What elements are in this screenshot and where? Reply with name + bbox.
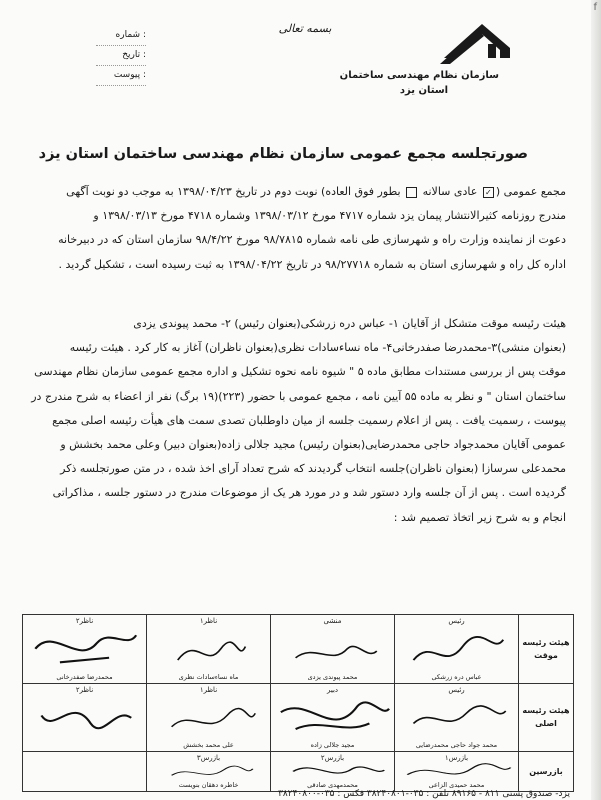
- role-label: رئیس: [448, 685, 465, 694]
- signer-name: محمدمهدی صادقی: [307, 781, 358, 789]
- checkbox-checked-icon: ✓: [483, 187, 494, 198]
- role-label: بازرس۳: [196, 754, 221, 763]
- paragraph-line: ساختمان استان " و نظر به ماده ۵۵ آیین نامه ، مجمع عمومی با حضور (۲۲۳)(۱۹ برگ) نفر از اعضاء به شرح مندرج در: [31, 389, 566, 403]
- row-header: هیئت رئیسه اصلی: [519, 683, 574, 752]
- bismillah-heading: بسمه تعالی: [278, 22, 332, 35]
- signature-cell: [271, 752, 395, 792]
- role-label: ناظر۲: [75, 617, 94, 625]
- org-name: [339, 68, 499, 98]
- role-label: بازرس۱: [444, 754, 469, 763]
- signature-row: [23, 752, 574, 792]
- paragraph-line: مندرج روزنامه کثیرالانتشار پیمان یزد شماره ۴۷۱۷ مورخ ۱۳۹۸/۰۳/۱۲ وشماره ۴۷۱۸ مورخ ۱۳۹۸/۰۳/۱۳ و: [93, 209, 566, 223]
- paragraph-line: (بعنوان منشی)۳-محمدرضا صفدرخانی۴- ماه نساءسادات نظری(بعنوان ناظران) آغاز به کار کرد . هیئت رئیسه: [69, 341, 566, 355]
- signature-cell: [23, 683, 147, 752]
- signature-cell: [147, 615, 271, 684]
- letter-meta: [96, 26, 146, 86]
- paragraph-board: [30, 312, 566, 530]
- paragraph-line: دعوت از نماینده وزارت راه و شهرسازی طی نامه شماره ۹۸/۷۸۱۵ مورخ ۹۸/۴/۲۲ سازمان استان که در دبیرخانه: [58, 233, 566, 247]
- signer-name: خاطره دهقان بنویست: [178, 781, 239, 789]
- footer-contact: یزد- صندوق پستی ۸۱۱ - ۸۹۱۶۵ تلفن : ۰۳۵-۳۸۲۴۰۸۰۱ فکس : ۰۳۵-۳۸۲۴۰۸۰۰: [278, 789, 570, 799]
- signature-row: [23, 615, 574, 684]
- meeting-type-label: مجمع عمومی: [503, 185, 566, 198]
- org-name-line2: استان یزد: [399, 85, 449, 96]
- paragraph-line: هیئت رئیسه موقت متشکل از آقایان ۱- عباس دره زرشکی(بعنوان رئیس) ۲- محمد پیوندی یزدی: [133, 317, 566, 330]
- row-header: هیئت رئیسه موقت: [519, 615, 574, 684]
- meeting-date-text: بطور فوق العاده) نوبت دوم در تاریخ ۱۳۹۸/۰۴/۲۳ به موجب دو نوبت آگهی: [66, 185, 401, 198]
- role-label: ناظر۱: [199, 617, 218, 625]
- page-edge: [591, 0, 601, 800]
- signature-cell: [271, 615, 395, 684]
- signature-cell: [395, 752, 519, 792]
- org-name-line1: سازمان نظام مهندسی ساختمان: [339, 70, 499, 81]
- paragraph-line: انجام و به شرح زیر اتخاذ تصمیم شد :: [393, 510, 566, 524]
- paragraph-line: موقت پس از بررسی مستندات مطابق ماده ۵ " شیوه نامه نحوه تشکیل و اداره مجمع عمومی سازمان نظام مهندسی: [34, 365, 566, 379]
- signer-name: علی محمد بخشش: [183, 741, 234, 750]
- role-label: منشی: [323, 617, 342, 625]
- signer-name: مجید جلالی زاده: [310, 741, 355, 750]
- row-header: بازرسین: [519, 752, 574, 792]
- signature-row: [23, 683, 574, 752]
- signature-scribble-icon: [23, 684, 146, 752]
- ordinary-annual-label: عادی سالانه: [422, 185, 478, 198]
- attachment-label: : پیوست: [96, 66, 146, 86]
- document-title: صورتجلسه مجمع عمومی سازمان نظام مهندسی ساختمان استان یزد: [38, 146, 528, 162]
- signer-name: محمد حمیدی الزاعی: [428, 781, 485, 789]
- signer-name: محمدرضا صفدرخانی: [56, 672, 113, 681]
- signature-cell: [147, 752, 271, 792]
- signature-table: [22, 614, 574, 792]
- corner-mark: f: [593, 2, 597, 13]
- number-label: : شماره: [96, 26, 146, 46]
- signature-cell: [395, 615, 519, 684]
- org-logo-icon: [438, 14, 518, 66]
- paragraph-line: عمومی آقایان محمدجواد حاجی محمدرضایی(بعنوان رئیس) مجید جلالی زاده(بعنوان دبیر) وعلی محمد بخشش و: [60, 437, 566, 451]
- paragraph-intro: [30, 180, 566, 277]
- signer-name: عباس دره زرشکی: [431, 672, 482, 681]
- paragraph-line: گردیده است . پس از آن جلسه وارد دستور شد و در مورد هر یک از موضوعات مندرج در دستور جلسه ، مذاکراتی: [52, 486, 566, 500]
- paragraph-line: محمدعلی سرسازا (بعنوان ناظران)جلسه انتخاب گردیدند که شرح تعداد آرای اخذ شده ، در متن صورتجلسه ذکر: [60, 462, 566, 476]
- checkbox-empty-icon: [406, 187, 417, 198]
- role-label: ناظر۱: [199, 685, 218, 694]
- role-label: دبیر: [326, 685, 339, 694]
- signer-name: ماه نساءسادات نظری: [178, 672, 239, 681]
- signature-cell: [23, 752, 147, 792]
- signer-name: محمد پیوندی یزدی: [307, 672, 358, 681]
- signature-cell: [271, 683, 395, 752]
- paragraph-line: مجمع عمومی (✓ عادی سالانه بطور فوق العاده) نوبت دوم در تاریخ ۱۳۹۸/۰۴/۲۳ به موجب دو نوبت آگهی: [66, 185, 566, 198]
- signature-cell: [23, 615, 147, 684]
- signature-cell: [147, 683, 271, 752]
- role-label: بازرس۲: [320, 754, 345, 763]
- role-label: رئیس: [448, 617, 465, 625]
- signature-cell: [395, 683, 519, 752]
- role-label: ناظر۲: [75, 685, 94, 694]
- paragraph-line: اداره کل راه و شهرسازی استان به شماره ۹۸/۲۷۷۱۸ در تاریخ ۱۳۹۸/۰۴/۲۲ به ثبت رسیده است ، تشکیل گردید .: [58, 257, 566, 271]
- paragraph-line: پیوست ، رسمیت یافت . پس از اعلام رسمیت جلسه از میان داوطلبان تصدی سمت های هیأت رئیسه اصلی مجمع: [52, 413, 566, 427]
- date-label: : تاریخ: [96, 46, 146, 66]
- signer-name: محمد جواد حاجی محمدرضایی: [415, 741, 498, 750]
